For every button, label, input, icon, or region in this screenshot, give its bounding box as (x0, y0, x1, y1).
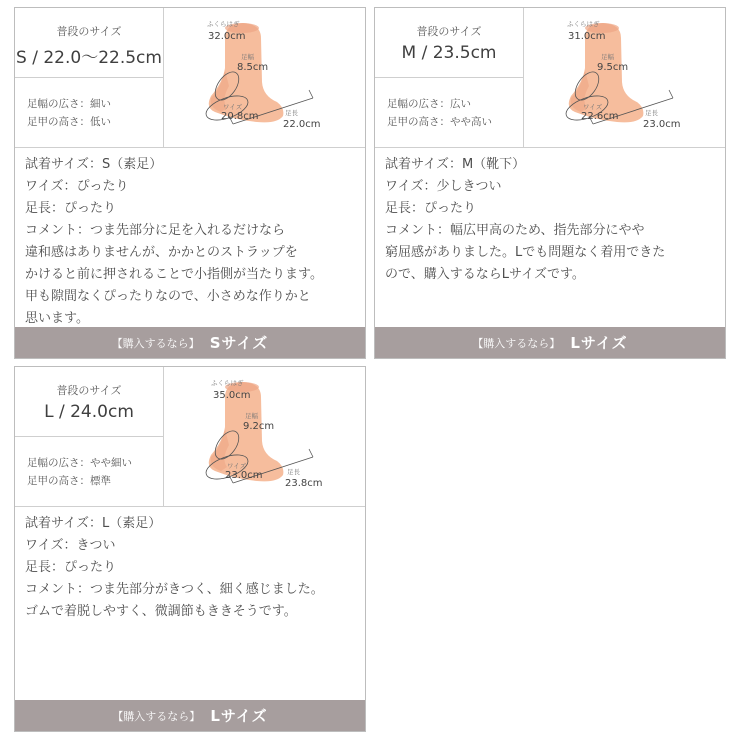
instep-height-line: 足甲の高さ：標準 (27, 475, 111, 487)
comment-line: 違和感はありませんが、かかとのストラップを (25, 245, 298, 260)
review-card-3 (14, 366, 366, 732)
ankle-value: 9.5cm (597, 62, 629, 73)
card-header (15, 8, 365, 148)
length-label: 足長 (645, 109, 658, 117)
fitting-comment (385, 154, 721, 286)
calf-label: ふくらはぎ (207, 20, 240, 28)
foot-features (15, 78, 163, 148)
foot-features (375, 78, 523, 148)
calf-value: 31.0cm (568, 31, 606, 42)
comment-line: コメント：つま先部分がきつく、細く感じました。 (25, 582, 324, 597)
usual-size-value: L / 24.0cm (44, 402, 134, 422)
comment-line: 試着サイズ：S（素足） (25, 157, 163, 172)
usual-size-caption: 普段のサイズ (416, 25, 482, 38)
comment-line: ので、購入するならLサイズです。 (385, 267, 585, 282)
usual-size-value: S / 22.0〜22.5cm (16, 48, 162, 68)
review-card-1 (14, 7, 366, 359)
ankle-label: 足幅 (241, 53, 254, 61)
ankle-value: 8.5cm (237, 62, 269, 73)
wise-label: ワイズ (223, 103, 243, 111)
wise-label: ワイズ (227, 462, 247, 470)
foot-width-line: 足幅の広さ：やや細い (27, 457, 132, 469)
comment-line: 足長：ぴったり (385, 201, 477, 216)
foot-width-line: 足幅の広さ：細い (27, 98, 111, 110)
card-header (375, 8, 725, 148)
foot-measurement-diagram (165, 8, 365, 148)
length-label: 足長 (287, 468, 300, 476)
calf-label: ふくらはぎ (567, 20, 600, 28)
calf-value: 35.0cm (213, 390, 251, 401)
usual-size-caption: 普段のサイズ (56, 384, 122, 397)
comment-line: ワイズ：きつい (25, 538, 116, 553)
recommendation-bar (15, 700, 365, 731)
comment-line: ゴムで着脱しやすく、微調節もききそうです。 (25, 604, 297, 619)
length-value: 22.0cm (283, 119, 321, 130)
foot-measurement-diagram (165, 367, 365, 507)
size-info (15, 367, 164, 507)
wise-value: 23.0cm (225, 470, 263, 481)
comment-line: 甲も隙間なくぴったりなので、小さめな作りかと (25, 289, 311, 304)
usual-size-value: M / 23.5cm (401, 43, 497, 63)
comment-line: 足長：ぴったり (25, 201, 117, 216)
instep-height-line: 足甲の高さ：やや高い (387, 116, 492, 128)
length-value: 23.0cm (643, 119, 681, 130)
calf-label: ふくらはぎ (211, 379, 244, 387)
card-header (15, 367, 365, 507)
comment-line: ワイズ：少しきつい (385, 179, 502, 194)
wise-value: 22.6cm (581, 111, 619, 122)
size-info (375, 8, 524, 148)
fitting-comment (25, 154, 361, 330)
fitting-comment (25, 513, 361, 623)
review-card-2 (374, 7, 726, 359)
foot-width-line: 足幅の広さ：広い (387, 98, 471, 110)
usual-size-caption: 普段のサイズ (56, 25, 122, 38)
recommendation-bar (375, 327, 725, 358)
calf-value: 32.0cm (208, 31, 246, 42)
wise-value: 20.8cm (221, 111, 259, 122)
foot-features (15, 437, 163, 507)
foot-illustration (165, 8, 365, 148)
recommendation-prefix: 【購入するなら】 (472, 336, 561, 350)
recommendation-prefix: 【購入するなら】 (111, 336, 200, 350)
wise-label: ワイズ (583, 103, 603, 111)
comment-line: ワイズ：ぴったり (25, 179, 129, 194)
comment-line: かけると前に押されることで小指側が当たります。 (25, 267, 323, 282)
foot-illustration (525, 8, 725, 148)
usual-size-box (15, 8, 163, 78)
usual-size-box (15, 367, 163, 437)
foot-illustration (165, 367, 365, 507)
recommendation-prefix: 【購入するなら】 (112, 709, 201, 723)
recommended-size: Lサイズ (570, 334, 628, 352)
comment-line: 試着サイズ：L（素足） (25, 516, 162, 531)
recommended-size: Sサイズ (209, 334, 269, 352)
instep-height-line: 足甲の高さ：低い (27, 116, 111, 128)
comment-line: コメント：幅広甲高のため、指先部分にやや (385, 223, 645, 238)
usual-size-box (375, 8, 523, 78)
ankle-value: 9.2cm (243, 421, 275, 432)
recommendation-bar (15, 327, 365, 358)
length-label: 足長 (285, 109, 298, 117)
size-info (15, 8, 164, 148)
ankle-label: 足幅 (245, 412, 258, 420)
comment-line: 試着サイズ：M（靴下） (385, 157, 526, 172)
length-value: 23.8cm (285, 478, 323, 489)
comment-line: 足長：ぴったり (25, 560, 117, 575)
comment-line: 窮屈感がありました。Lでも問題なく着用できた (385, 245, 666, 260)
recommended-size: Lサイズ (210, 707, 268, 725)
foot-measurement-diagram (525, 8, 725, 148)
ankle-label: 足幅 (601, 53, 614, 61)
comment-line: コメント：つま先部分に足を入れるだけなら (25, 223, 286, 238)
comment-line: 思います。 (25, 311, 89, 326)
